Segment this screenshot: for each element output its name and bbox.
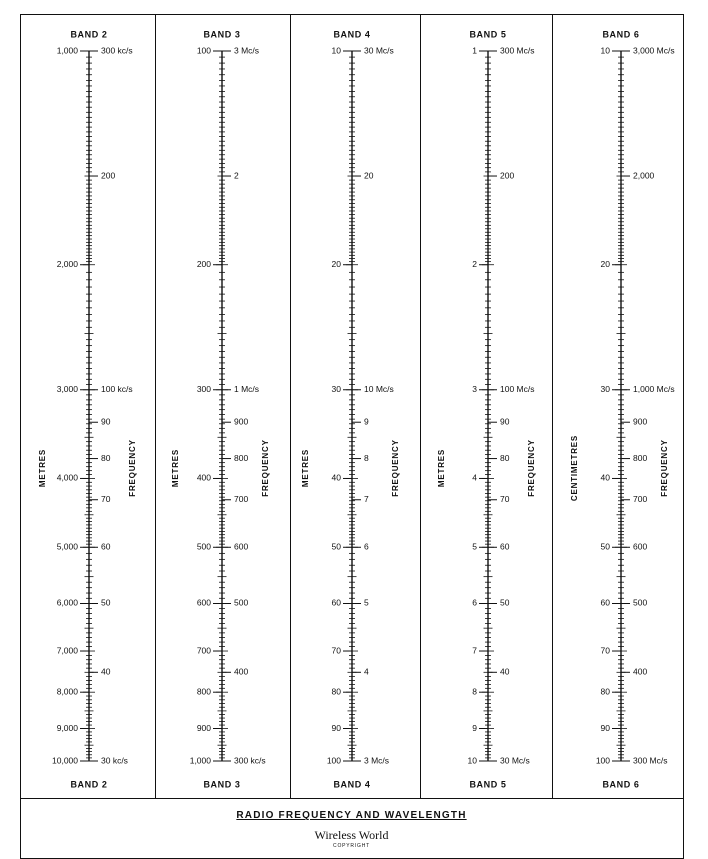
- band-3-frequency-label: 3 Mc/s: [234, 45, 260, 56]
- band-5-header: BAND 5: [469, 29, 507, 40]
- band-3-wavelength-label: 800: [196, 686, 211, 697]
- band-3-frequency-label: 500: [234, 597, 249, 608]
- band-5-wavelength-label: 4: [472, 472, 477, 483]
- band-6-frequency-label: 3,000 Mc/s: [633, 45, 675, 56]
- band-4-frequency-label: 8: [364, 452, 369, 463]
- band-5-wavelength-label: 9: [472, 722, 477, 733]
- band-5-frequency-label: 50: [500, 597, 510, 608]
- band-5-frequency-label: 30 Mc/s: [500, 755, 530, 766]
- band-4-wavelength-label: 30: [331, 384, 341, 395]
- band-2-wavelength-label: 1,000: [56, 45, 78, 56]
- band-4-frequency-label: 10 Mc/s: [364, 384, 394, 395]
- band-4-frequency-label: 4: [364, 666, 369, 677]
- band-2-footer-label: BAND 2: [70, 779, 108, 790]
- band-4-frequency-label: 5: [364, 597, 369, 608]
- band-2-frequency-label: 200: [101, 170, 116, 181]
- band-6-wavelength-label: 40: [600, 472, 610, 483]
- band-3-frequency-label: 300 kc/s: [234, 755, 266, 766]
- band-3-wavelength-label: 300: [196, 384, 211, 395]
- band-2-frequency-label: 60: [101, 541, 111, 552]
- band-5-frequency-label: 100 Mc/s: [500, 384, 535, 395]
- band-2-wavelength-label: 2,000: [56, 258, 78, 269]
- band-3-wavelength-label: 200: [196, 258, 211, 269]
- band-3-wavelength-label: 400: [196, 472, 211, 483]
- band-5-wavelength-label: 5: [472, 541, 477, 552]
- band-4-wavelength-label: 40: [331, 472, 341, 483]
- band-5-wavelength-label: 1: [472, 45, 477, 56]
- band-2-frequency-label: 90: [101, 416, 111, 427]
- band-5-wavelength-label: 7: [472, 645, 477, 656]
- band-2-wavelength-label: 8,000: [56, 686, 78, 697]
- band-5-footer-label: BAND 5: [469, 779, 507, 790]
- band-3-header: BAND 3: [203, 29, 241, 40]
- band-2-wavelength-label: 10,000: [52, 755, 78, 766]
- band-6-frequency-label: 2,000: [633, 170, 655, 181]
- band-4-wavelength-label: 80: [331, 686, 341, 697]
- band-4-wavelength-label: 60: [331, 597, 341, 608]
- band-4-wavelength-label: 50: [331, 541, 341, 552]
- band-3-frequency-label: 2: [234, 170, 239, 181]
- band-6-wavelength-label: 20: [600, 258, 610, 269]
- band-6-wavelength-label: 10: [600, 45, 610, 56]
- band-5-frequency-label: 90: [500, 416, 510, 427]
- band-2-wavelength-label: 4,000: [56, 472, 78, 483]
- band-3-wavelength-axis-name: METRES: [171, 448, 181, 488]
- chart-footer: [20, 798, 683, 858]
- band-4-frequency-label: 3 Mc/s: [364, 755, 390, 766]
- band-5-frequency-axis-name: FREQUENCY: [527, 439, 537, 497]
- band-6-wavelength-label: 60: [600, 597, 610, 608]
- band-2-frequency-label: 50: [101, 597, 111, 608]
- band-4-wavelength-label: 90: [331, 722, 341, 733]
- band-6-frequency-label: 500: [633, 597, 648, 608]
- band-3-frequency-label: 400: [234, 666, 249, 677]
- band-3-wavelength-label: 1,000: [189, 755, 211, 766]
- chart-title: RADIO FREQUENCY AND WAVELENGTH: [236, 810, 467, 821]
- band-6-wavelength-label: 80: [600, 686, 610, 697]
- band-4-frequency-label: 6: [364, 541, 369, 552]
- band-5-wavelength-label: 10: [467, 755, 477, 766]
- band-3-wavelength-label: 600: [196, 597, 211, 608]
- band-2-frequency-label: 40: [101, 666, 111, 677]
- band-2-frequency-label: 80: [101, 452, 111, 463]
- band-2-frequency-label: 70: [101, 493, 111, 504]
- band-6-wavelength-label: 90: [600, 722, 610, 733]
- band-2-wavelength-axis-name: METRES: [38, 448, 48, 488]
- band-3-frequency-label: 800: [234, 452, 249, 463]
- band-2-frequency-label: 300 kc/s: [101, 45, 133, 56]
- band-3-footer-label: BAND 3: [203, 779, 241, 790]
- band-6-wavelength-label: 70: [600, 645, 610, 656]
- band-6-frequency-label: 400: [633, 666, 648, 677]
- band-4-frequency-label: 20: [364, 170, 374, 181]
- band-4-frequency-label: 9: [364, 416, 369, 427]
- band-6-header: BAND 6: [602, 29, 640, 40]
- band-5-frequency-label: 80: [500, 452, 510, 463]
- band-5-frequency-label: 70: [500, 494, 510, 505]
- band-3-frequency-label: 600: [234, 541, 249, 552]
- band-5-frequency-label: 300 Mc/s: [500, 45, 535, 56]
- band-6-frequency-label: 600: [633, 541, 648, 552]
- band-6-frequency-label: 300 Mc/s: [633, 755, 668, 766]
- band-2-wavelength-label: 6,000: [56, 597, 78, 608]
- band-6-wavelength-axis-name: CENTIMETRES: [570, 434, 580, 502]
- band-2-header: BAND 2: [70, 29, 108, 40]
- band-4-frequency-label: 7: [364, 494, 369, 505]
- band-3-wavelength-label: 700: [196, 645, 211, 656]
- band-3-wavelength-label: 100: [196, 45, 211, 56]
- band-5-wavelength-label: 6: [472, 597, 477, 608]
- band-3-frequency-label: 700: [234, 494, 249, 505]
- band-4-frequency-axis-name: FREQUENCY: [391, 439, 401, 497]
- band-3-frequency-label: 900: [234, 416, 249, 427]
- band-4-wavelength-label: 20: [331, 258, 341, 269]
- band-2-frequency-label: 100 kc/s: [101, 384, 133, 395]
- band-3-wavelength-label: 500: [196, 541, 211, 552]
- band-6-wavelength-label: 30: [600, 384, 610, 395]
- band-5-frequency-label: 40: [500, 666, 510, 677]
- publisher-name: Wireless World: [314, 828, 389, 842]
- band-5-frequency-label: 200: [500, 170, 515, 181]
- band-4-frequency-label: 30 Mc/s: [364, 45, 394, 56]
- band-6-frequency-label: 1,000 Mc/s: [633, 384, 675, 395]
- band-5-wavelength-label: 3: [472, 384, 477, 395]
- band-2-wavelength-label: 5,000: [56, 541, 78, 552]
- band-5-wavelength-label: 2: [472, 258, 477, 269]
- band-5-wavelength-axis-name: METRES: [437, 448, 447, 488]
- band-2-wavelength-label: 7,000: [56, 645, 78, 656]
- band-3-frequency-axis-name: FREQUENCY: [261, 439, 271, 497]
- band-6-frequency-axis-name: FREQUENCY: [660, 439, 670, 497]
- band-6-footer-label: BAND 6: [602, 779, 640, 790]
- band-4-wavelength-axis-name: METRES: [301, 448, 311, 488]
- band-2-wavelength-label: 3,000: [56, 384, 78, 395]
- band-6-wavelength-label: 50: [600, 541, 610, 552]
- band-3-wavelength-label: 900: [196, 722, 211, 733]
- band-3-frequency-label: 1 Mc/s: [234, 384, 260, 395]
- band-6-frequency-label: 800: [633, 452, 648, 463]
- copyright-notice: COPYRIGHT: [333, 843, 370, 849]
- band-4-header: BAND 4: [333, 29, 371, 40]
- band-2-frequency-label: 30 kc/s: [101, 755, 128, 766]
- band-scales: [38, 29, 674, 789]
- band-5-frequency-label: 60: [500, 541, 510, 552]
- band-6-frequency-label: 900: [633, 416, 648, 427]
- band-4-wavelength-label: 100: [326, 755, 341, 766]
- band-2-wavelength-label: 9,000: [56, 722, 78, 733]
- band-4-wavelength-label: 10: [331, 45, 341, 56]
- band-4-footer-label: BAND 4: [333, 779, 371, 790]
- band-4-wavelength-label: 70: [331, 645, 341, 656]
- band-6-wavelength-label: 100: [595, 755, 610, 766]
- band-6-frequency-label: 700: [633, 494, 648, 505]
- band-5-wavelength-label: 8: [472, 686, 477, 697]
- band-2-frequency-axis-name: FREQUENCY: [128, 439, 138, 497]
